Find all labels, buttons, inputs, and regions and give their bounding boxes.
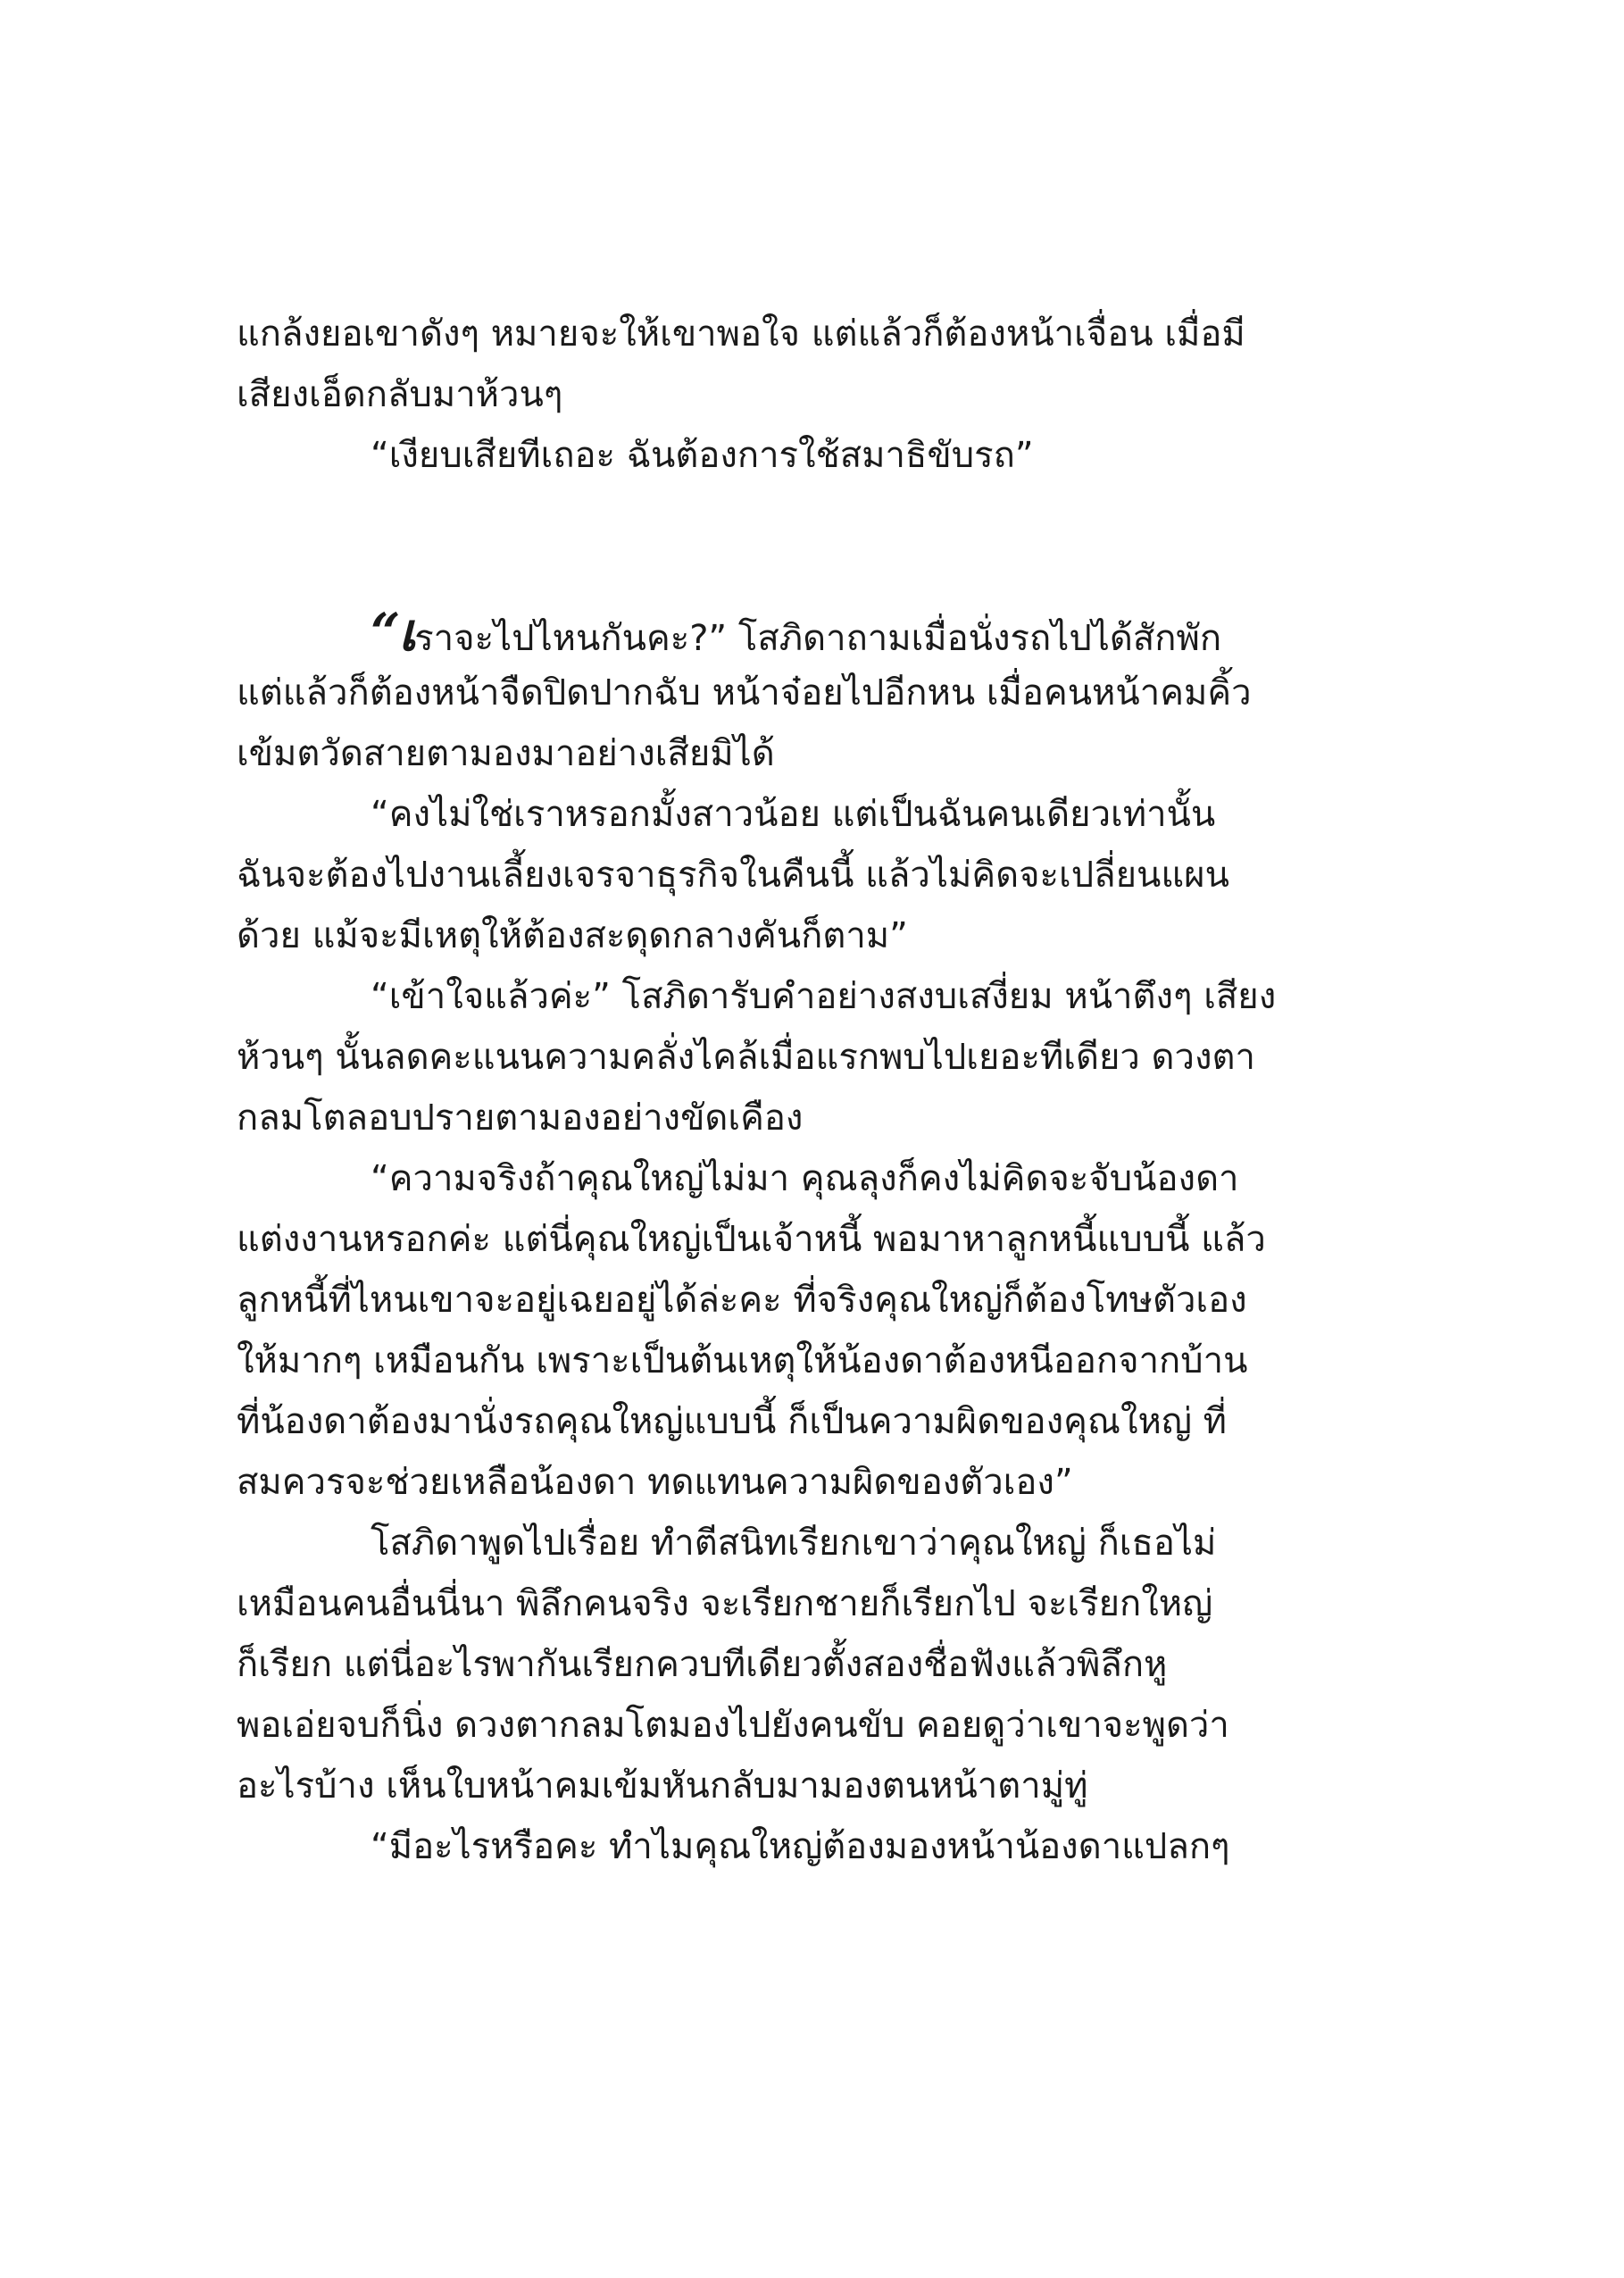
- paragraph: [237, 966, 1388, 1148]
- text-line: “มีอะไรหรือคะ ทำไมคุณใหญ่ต้องมองหน้าน้องดาแปลกๆ: [371, 1826, 1230, 1867]
- text-line: โสภิดาพูดไปเรื่อย ทำตีสนิทเรียกเขาว่าคุณใหญ่ ก็เธอไม่: [371, 1523, 1217, 1564]
- book-page: [237, 304, 1388, 1877]
- section-break: [237, 486, 1388, 602]
- text-line: แต่งงานหรอกค่ะ แต่นี่คุณใหญ่เป็นเจ้าหนี้ พอมาหาลูกหนี้แบบนี้ แล้ว: [237, 1219, 1266, 1260]
- text-line: แกล้งยอเขาดังๆ หมายจะให้เขาพอใจ แต่แล้วก็ต้องหน้าเจื่อน เมื่อมี: [237, 313, 1245, 355]
- paragraph: [237, 602, 1388, 784]
- text-line: “คงไม่ใช่เราหรอกมั้งสาวน้อย แต่เป็นฉันคนเดียวเท่านั้น: [371, 794, 1216, 835]
- text-line: ด้วย แม้จะมีเหตุให้ต้องสะดุดกลางคันก็ตาม”: [237, 915, 908, 956]
- dropcap: “เ: [371, 602, 415, 663]
- paragraph: [237, 1513, 1388, 1816]
- text-line: “เงียบเสียทีเถอะ ฉันต้องการใช้สมาธิขับรถ”: [371, 435, 1034, 476]
- text-line: พอเอ่ยจบก็นิ่ง ดวงตากลมโตมองไปยังคนขับ คอยดูว่าเขาจะพูดว่า: [237, 1705, 1229, 1746]
- text-line: “ความจริงถ้าคุณใหญ่ไม่มา คุณลุงก็คงไม่คิดจะจับน้องดา: [371, 1158, 1239, 1199]
- text-line: เหมือนคนอื่นนี่นา พิลึกคนจริง จะเรียกชายก็เรียกไป จะเรียกใหญ่: [237, 1583, 1213, 1624]
- text-line: ห้วนๆ นั้นลดคะแนนความคลั่งไคล้เมื่อแรกพบไปเยอะทีเดียว ดวงตา: [237, 1037, 1255, 1078]
- text-line: ราจะไปไหนกันคะ?” โสภิดาถามเมื่อนั่งรถไปได้สักพัก: [414, 618, 1222, 659]
- paragraph: [237, 784, 1388, 966]
- paragraph: [237, 304, 1388, 425]
- text-line: ให้มากๆ เหมือนกัน เพราะเป็นต้นเหตุให้น้องดาต้องหนีออกจากบ้าน: [237, 1340, 1248, 1381]
- text-line: ที่น้องดาต้องมานั่งรถคุณใหญ่แบบนี้ ก็เป็นความผิดของคุณใหญ่ ที่: [237, 1401, 1228, 1442]
- paragraph: [237, 1816, 1388, 1877]
- text-line: ก็เรียก แต่นี่อะไรพากันเรียกควบทีเดียวตั้งสองชื่อฟังแล้วพิลึกหู: [237, 1644, 1168, 1685]
- text-line: ลูกหนี้ที่ไหนเขาจะอยู่เฉยอยู่ได้ล่ะคะ ที่จริงคุณใหญ่ก็ต้องโทษตัวเอง: [237, 1280, 1247, 1321]
- text-line-with-dropcap: [237, 602, 1388, 663]
- text-line: อะไรบ้าง เห็นใบหน้าคมเข้มหันกลับมามองตนหน้าตามู่ทู่: [237, 1765, 1088, 1807]
- text-line: เสียงเอ็ดกลับมาห้วนๆ: [237, 374, 563, 415]
- text-line: แต่แล้วก็ต้องหน้าจืดปิดปากฉับ หน้าจ๋อยไปอีกหน เมื่อคนหน้าคมคิ้ว: [237, 672, 1252, 713]
- text-line: เข้มตวัดสายตามองมาอย่างเสียมิได้: [237, 733, 775, 774]
- text-line: “เข้าใจแล้วค่ะ” โสภิดารับคำอย่างสงบเสงี่ยม หน้าตึงๆ เสียง: [371, 976, 1277, 1017]
- paragraph: [237, 1148, 1388, 1513]
- paragraph: [237, 425, 1388, 486]
- text-line: กลมโตลอบปรายตามองอย่างขัดเคือง: [237, 1097, 804, 1139]
- text-line: ฉันจะต้องไปงานเลี้ยงเจรจาธุรกิจในคืนนี้ แล้วไม่คิดจะเปลี่ยนแผน: [237, 855, 1229, 896]
- text-line: สมควรจะช่วยเหลือน้องดา ทดแทนความผิดของตัวเอง”: [237, 1462, 1073, 1503]
